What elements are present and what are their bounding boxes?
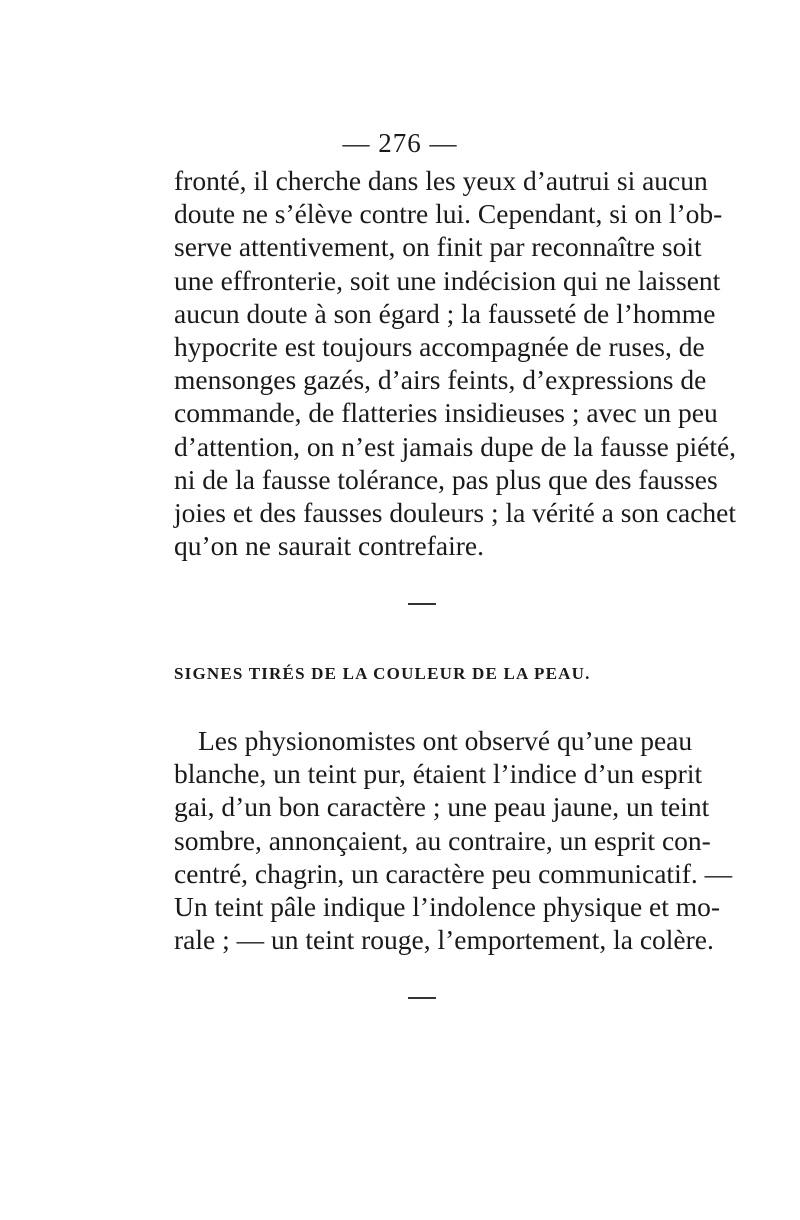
text-line: ni de la fausse tolérance, pas plus que des fausses — [174, 463, 718, 495]
page-number: — 276 — — [342, 128, 458, 158]
section-divider — [408, 603, 436, 605]
text-line: mensonges gazés, d’airs feints, d’expressions de — [174, 364, 707, 396]
text-line: joies et des fausses douleurs ; la vérité a son cachet — [174, 497, 737, 529]
text-line: commande, de flatteries insidieuses ; avec un peu — [174, 397, 718, 429]
text-line: doute ne s’élève contre lui. Cependant, si on l’ob- — [174, 198, 723, 230]
text-line: fronté, il cherche dans les yeux d’autrui si aucun — [174, 165, 708, 196]
text-line: sombre, annonçaient, au contraire, un esprit con- — [174, 824, 711, 856]
text-line: aucun doute à son égard ; la fausseté de l’homme — [174, 297, 716, 329]
text-line: blanche, un teint pur, étaient l’indice d’un esprit — [174, 758, 703, 790]
section-heading: SIGNES TIRÉS DE LA COULEUR DE LA PEAU. — [174, 664, 591, 683]
text-line: une effronterie, soit une indécision qui ne laissent — [174, 264, 721, 296]
text-line: centré, chagrin, un caractère peu communicatif. — — [174, 857, 733, 889]
text-line: Les physionomistes ont observé qu’une peau — [198, 725, 693, 756]
body-paragraph-2 — [174, 724, 733, 956]
text-line: Un teint pâle indique l’indolence physique et mo- — [174, 891, 721, 923]
text-line: rale ; — un teint rouge, l’emportement, la colère. — [174, 924, 714, 956]
text-line: serve attentivement, on finit par reconnaître soit — [174, 231, 702, 263]
text-line: hypocrite est toujours accompagnée de ruses, de — [174, 331, 705, 363]
body-paragraph-1 — [174, 164, 737, 562]
end-divider — [408, 997, 436, 999]
text-line: d’attention, on n’est jamais dupe de la fausse piété, — [174, 430, 737, 462]
text-line: gai, d’un bon caractère ; une peau jaune, un teint — [174, 791, 710, 823]
text-line: qu’on ne saurait contrefaire. — [174, 530, 484, 562]
